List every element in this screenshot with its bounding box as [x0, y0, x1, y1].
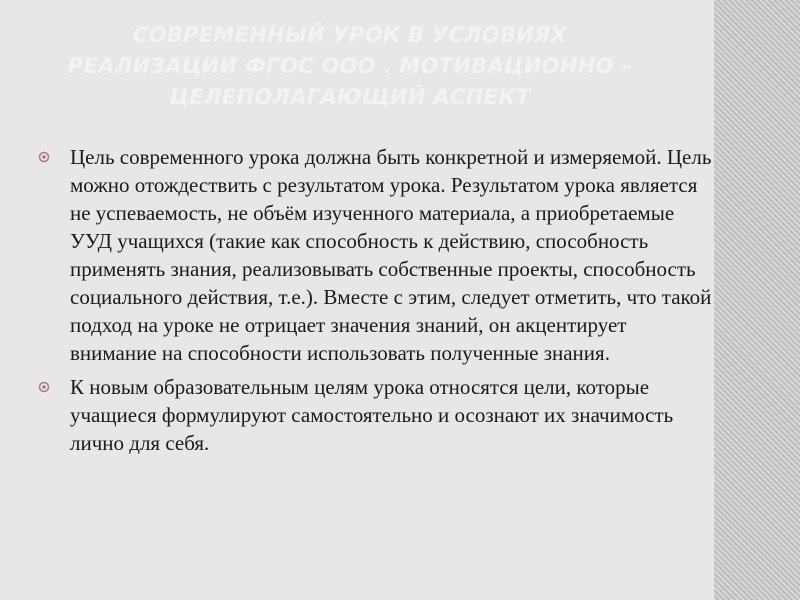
bullet-list	[36, 143, 712, 463]
slide-title	[40, 20, 660, 113]
bullet-text: Цель современного урока должна быть конкретной и измеряемой. Цель можно отождествить с результатом урока. Результатом урока является не успеваемость, не объём изученного материала, а приобретаемые УУД учащихся (такие как способность к действию, способность применять знания, реализовывать собственные проекты, способность социального действия, т.е.). Вместе с этим, следует отметить, что такой подход на уроке не отрицает значения знаний, он акцентирует внимание на способности использовать полученные знания.	[70, 145, 712, 365]
circle-bullet-icon	[38, 381, 50, 393]
title-line-2: РЕАЛИЗАЦИИ ФГОС ООО . МОТИВАЦИОННО –	[67, 54, 633, 78]
circle-bullet-icon	[38, 151, 50, 163]
title-line-3: ЦЕЛЕПОЛАГАЮЩИЙ АСПЕКТ	[169, 85, 531, 109]
title-line-1: СОВРЕМЕННЫЙ УРОК В УСЛОВИЯХ	[132, 23, 568, 47]
decorative-stripe	[714, 0, 800, 600]
bullet-item	[36, 373, 712, 457]
bullet-text: К новым образовательным целям урока относятся цели, которые учащиеся формулируют самостоятельно и осознают их значимость лично для себя.	[70, 375, 674, 455]
bullet-item	[36, 143, 712, 367]
